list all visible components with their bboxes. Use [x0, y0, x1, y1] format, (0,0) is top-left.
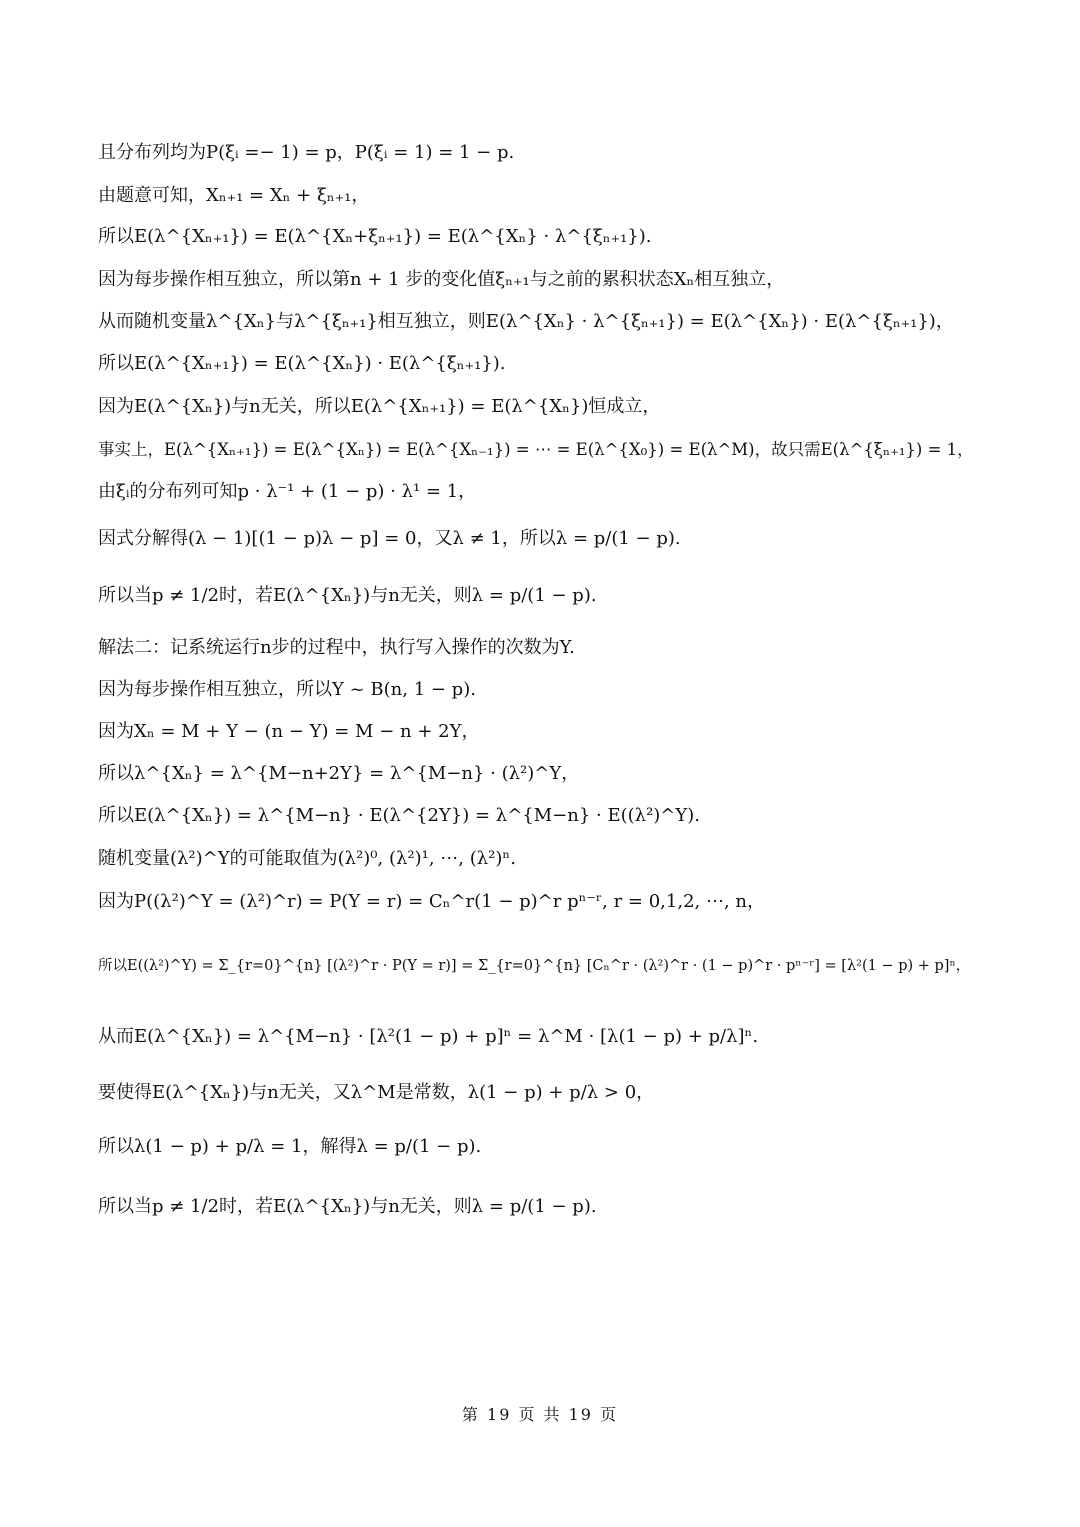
page-footer: 第 19 页 共 19 页 [461, 1405, 619, 1424]
text-line: 因为每步操作相互独立，所以Y ~ B(n, 1 − p). [98, 679, 476, 700]
text-line: 因为P((λ²)^Y = (λ²)^r) = P(Y = r) = Cₙ^r(1 − p)^r pⁿ⁻ʳ, r = 0,1,2, ⋯, n， [98, 891, 766, 912]
text-line: 因为Xₙ = M + Y − (n − Y) = M − n + 2Y， [98, 721, 480, 742]
text-line: 要使得E(λ^{Xₙ})与n无关，又λ^M是常数，λ(1 − p) + p/λ > 0， [98, 1082, 655, 1103]
text-line: 从而随机变量λ^{Xₙ}与λ^{ξₙ₊₁}相互独立，则E(λ^{Xₙ} · λ^{ξₙ₊₁}) = E(λ^{Xₙ}) · E(λ^{ξₙ₊₁})， [98, 311, 954, 332]
text-line: 所以E((λ²)^Y) = Σ_{r=0}^{n} [(λ²)^r · P(Y = r)] = Σ_{r=0}^{n} [Cₙ^r · (λ²)^r · (1 − p)^r · pⁿ⁻ʳ] = [λ²(1 − p) + p]ⁿ， [98, 958, 971, 974]
text-line: 事实上，E(λ^{Xₙ₊₁}) = E(λ^{Xₙ}) = E(λ^{Xₙ₋₁}) = ⋯ = E(λ^{X₀}) = E(λ^M)，故只需E(λ^{ξₙ₊₁}) = 1， [98, 440, 974, 459]
text-line: 由ξᵢ的分布列可知p · λ⁻¹ + (1 − p) · λ¹ = 1， [98, 481, 477, 502]
text-line: 所以E(λ^{Xₙ₊₁}) = E(λ^{Xₙ+ξₙ₊₁}) = E(λ^{Xₙ} · λ^{ξₙ₊₁}). [98, 226, 652, 247]
text-line: 所以当p ≠ 1/2时，若E(λ^{Xₙ})与n无关，则λ = p/(1 − p). [98, 1196, 597, 1217]
text-line: 随机变量(λ²)^Y的可能取值为(λ²)⁰, (λ²)¹, ⋯, (λ²)ⁿ. [98, 848, 516, 869]
text-line: 所以λ^{Xₙ} = λ^{M−n+2Y} = λ^{M−n} · (λ²)^Y， [98, 763, 580, 784]
text-line: 所以当p ≠ 1/2时，若E(λ^{Xₙ})与n无关，则λ = p/(1 − p). [98, 585, 597, 606]
text-line: 因为每步操作相互独立，所以第n + 1 步的变化值ξₙ₊₁与之前的累积状态Xₙ相互独立， [98, 269, 785, 290]
text-line: 所以E(λ^{Xₙ}) = λ^{M−n} · E(λ^{2Y}) = λ^{M−n} · E((λ²)^Y). [98, 805, 701, 826]
text-line: 所以E(λ^{Xₙ₊₁}) = E(λ^{Xₙ}) · E(λ^{ξₙ₊₁}). [98, 353, 506, 374]
text-line: 因式分解得(λ − 1)[(1 − p)λ − p] = 0，又λ ≠ 1，所以λ = p/(1 − p). [98, 528, 681, 549]
text-line: 从而E(λ^{Xₙ}) = λ^{M−n} · [λ²(1 − p) + p]ⁿ = λ^M · [λ(1 − p) + p/λ]ⁿ. [98, 1026, 759, 1047]
text-line: 因为E(λ^{Xₙ})与n无关，所以E(λ^{Xₙ₊₁}) = E(λ^{Xₙ})恒成立， [98, 396, 661, 417]
text-line: 且分布列均为P(ξᵢ =− 1) = p，P(ξᵢ = 1) = 1 − p. [98, 142, 515, 163]
text-line: 由题意可知，Xₙ₊₁ = Xₙ + ξₙ₊₁， [98, 185, 370, 206]
text-line: 解法二：记系统运行n步的过程中，执行写入操作的次数为Y. [98, 637, 575, 658]
text-line: 所以λ(1 − p) + p/λ = 1，解得λ = p/(1 − p). [98, 1136, 482, 1157]
